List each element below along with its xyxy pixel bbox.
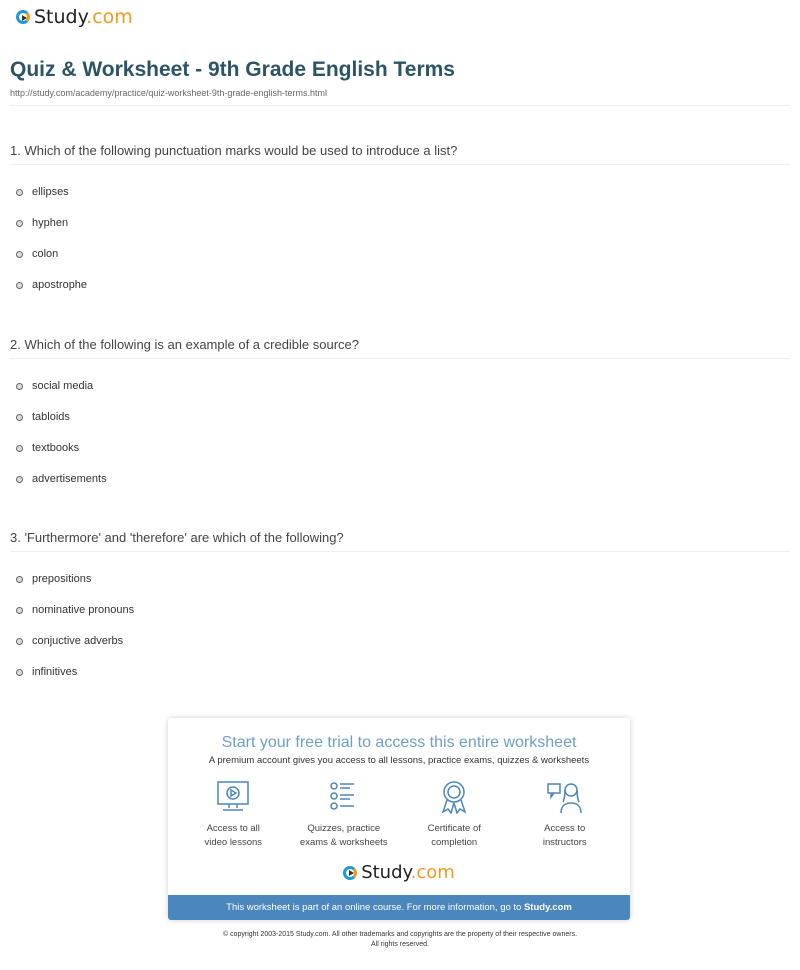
divider: [10, 164, 790, 165]
option-label: prepositions: [32, 573, 92, 585]
logo-suffix: .com: [86, 6, 133, 28]
answer-option[interactable]: [16, 248, 58, 260]
radio-icon[interactable]: [16, 282, 23, 289]
answer-option[interactable]: [16, 635, 123, 647]
divider: [10, 105, 790, 106]
feature-certificate: [404, 780, 504, 850]
promo-card: [168, 718, 630, 920]
option-label: advertisements: [32, 473, 107, 485]
answer-option[interactable]: [16, 411, 70, 423]
question-text: 3. 'Furthermore' and 'therefore' are which of the following?: [10, 530, 344, 545]
answer-option[interactable]: [16, 380, 93, 392]
radio-icon[interactable]: [16, 251, 23, 258]
feature-label: Access to all: [206, 823, 260, 834]
answer-option[interactable]: [16, 604, 134, 616]
question-text: 1. Which of the following punctuation marks would be used to introduce a list?: [10, 143, 458, 158]
divider: [10, 358, 790, 359]
option-label: infinitives: [32, 666, 78, 678]
banner-text: This worksheet is part of an online course. For more information, go to: [226, 902, 524, 913]
option-label: conjuctive adverbs: [32, 635, 124, 647]
answer-option[interactable]: [16, 573, 91, 585]
answer-option[interactable]: [16, 217, 68, 229]
radio-icon[interactable]: [16, 383, 23, 390]
certificate-icon: [436, 780, 472, 814]
rights-text: All rights reserved.: [371, 941, 429, 948]
radio-icon[interactable]: [16, 220, 23, 227]
video-lesson-icon: [215, 780, 251, 814]
radio-icon[interactable]: [16, 476, 23, 483]
radio-icon[interactable]: [16, 607, 23, 614]
promo-subheading: A premium account gives you access to all lessons, practice exams, quizzes & worksheets: [208, 755, 590, 766]
divider: [10, 551, 790, 552]
answer-option[interactable]: [16, 442, 79, 454]
study-logo[interactable]: [16, 6, 133, 28]
answer-option[interactable]: [16, 186, 69, 198]
feature-quizzes: [294, 780, 394, 850]
study-link[interactable]: Study.com: [523, 902, 572, 913]
play-logo-icon: [16, 10, 30, 24]
radio-icon[interactable]: [16, 638, 23, 645]
page-url: http://study.com/academy/practice/quiz-worksheet-9th-grade-english-terms.html: [10, 88, 327, 98]
feature-label: Certificate of: [427, 823, 481, 834]
option-label: social media: [32, 380, 94, 392]
radio-icon[interactable]: [16, 445, 23, 452]
feature-label: instructors: [542, 837, 587, 848]
instructor-icon: [547, 780, 583, 814]
radio-icon[interactable]: [16, 189, 23, 196]
radio-icon[interactable]: [16, 669, 23, 676]
question-text: 2. Which of the following is an example of a credible source?: [10, 337, 360, 352]
feature-label: completion: [431, 837, 478, 848]
option-label: textbooks: [32, 442, 80, 454]
option-label: tabloids: [32, 411, 70, 423]
promo-study-logo[interactable]: [168, 862, 630, 883]
answer-option[interactable]: [16, 279, 87, 291]
feature-label: video lessons: [204, 837, 263, 848]
option-label: hyphen: [32, 217, 69, 229]
play-logo-icon: [343, 866, 357, 880]
option-label: ellipses: [32, 186, 69, 198]
answer-option[interactable]: [16, 473, 107, 485]
quiz-list-icon: [326, 780, 362, 814]
feature-label: exams & worksheets: [299, 837, 388, 848]
promo-heading: Start your free trial to access this entire worksheet: [221, 734, 577, 751]
logo-text: Study: [34, 6, 87, 28]
answer-option[interactable]: [16, 666, 77, 678]
option-label: nominative pronouns: [32, 604, 135, 616]
radio-icon[interactable]: [16, 414, 23, 421]
footer: [0, 930, 800, 950]
logo-text: Study: [361, 862, 411, 883]
course-banner: [168, 895, 630, 920]
feature-instructors: [515, 780, 615, 850]
option-label: colon: [32, 248, 59, 260]
page-title: Quiz & Worksheet - 9th Grade English Terms: [10, 58, 455, 81]
copyright-text: © copyright 2003-2015 Study.com. All other trademarks and copyrights are the property of their respective owners.: [222, 931, 578, 938]
radio-icon[interactable]: [16, 576, 23, 583]
feature-label: Access to: [544, 823, 586, 834]
feature-video-lessons: [183, 780, 283, 850]
option-label: apostrophe: [32, 279, 88, 291]
feature-label: Quizzes, practice: [307, 823, 381, 834]
logo-suffix: .com: [410, 862, 455, 883]
